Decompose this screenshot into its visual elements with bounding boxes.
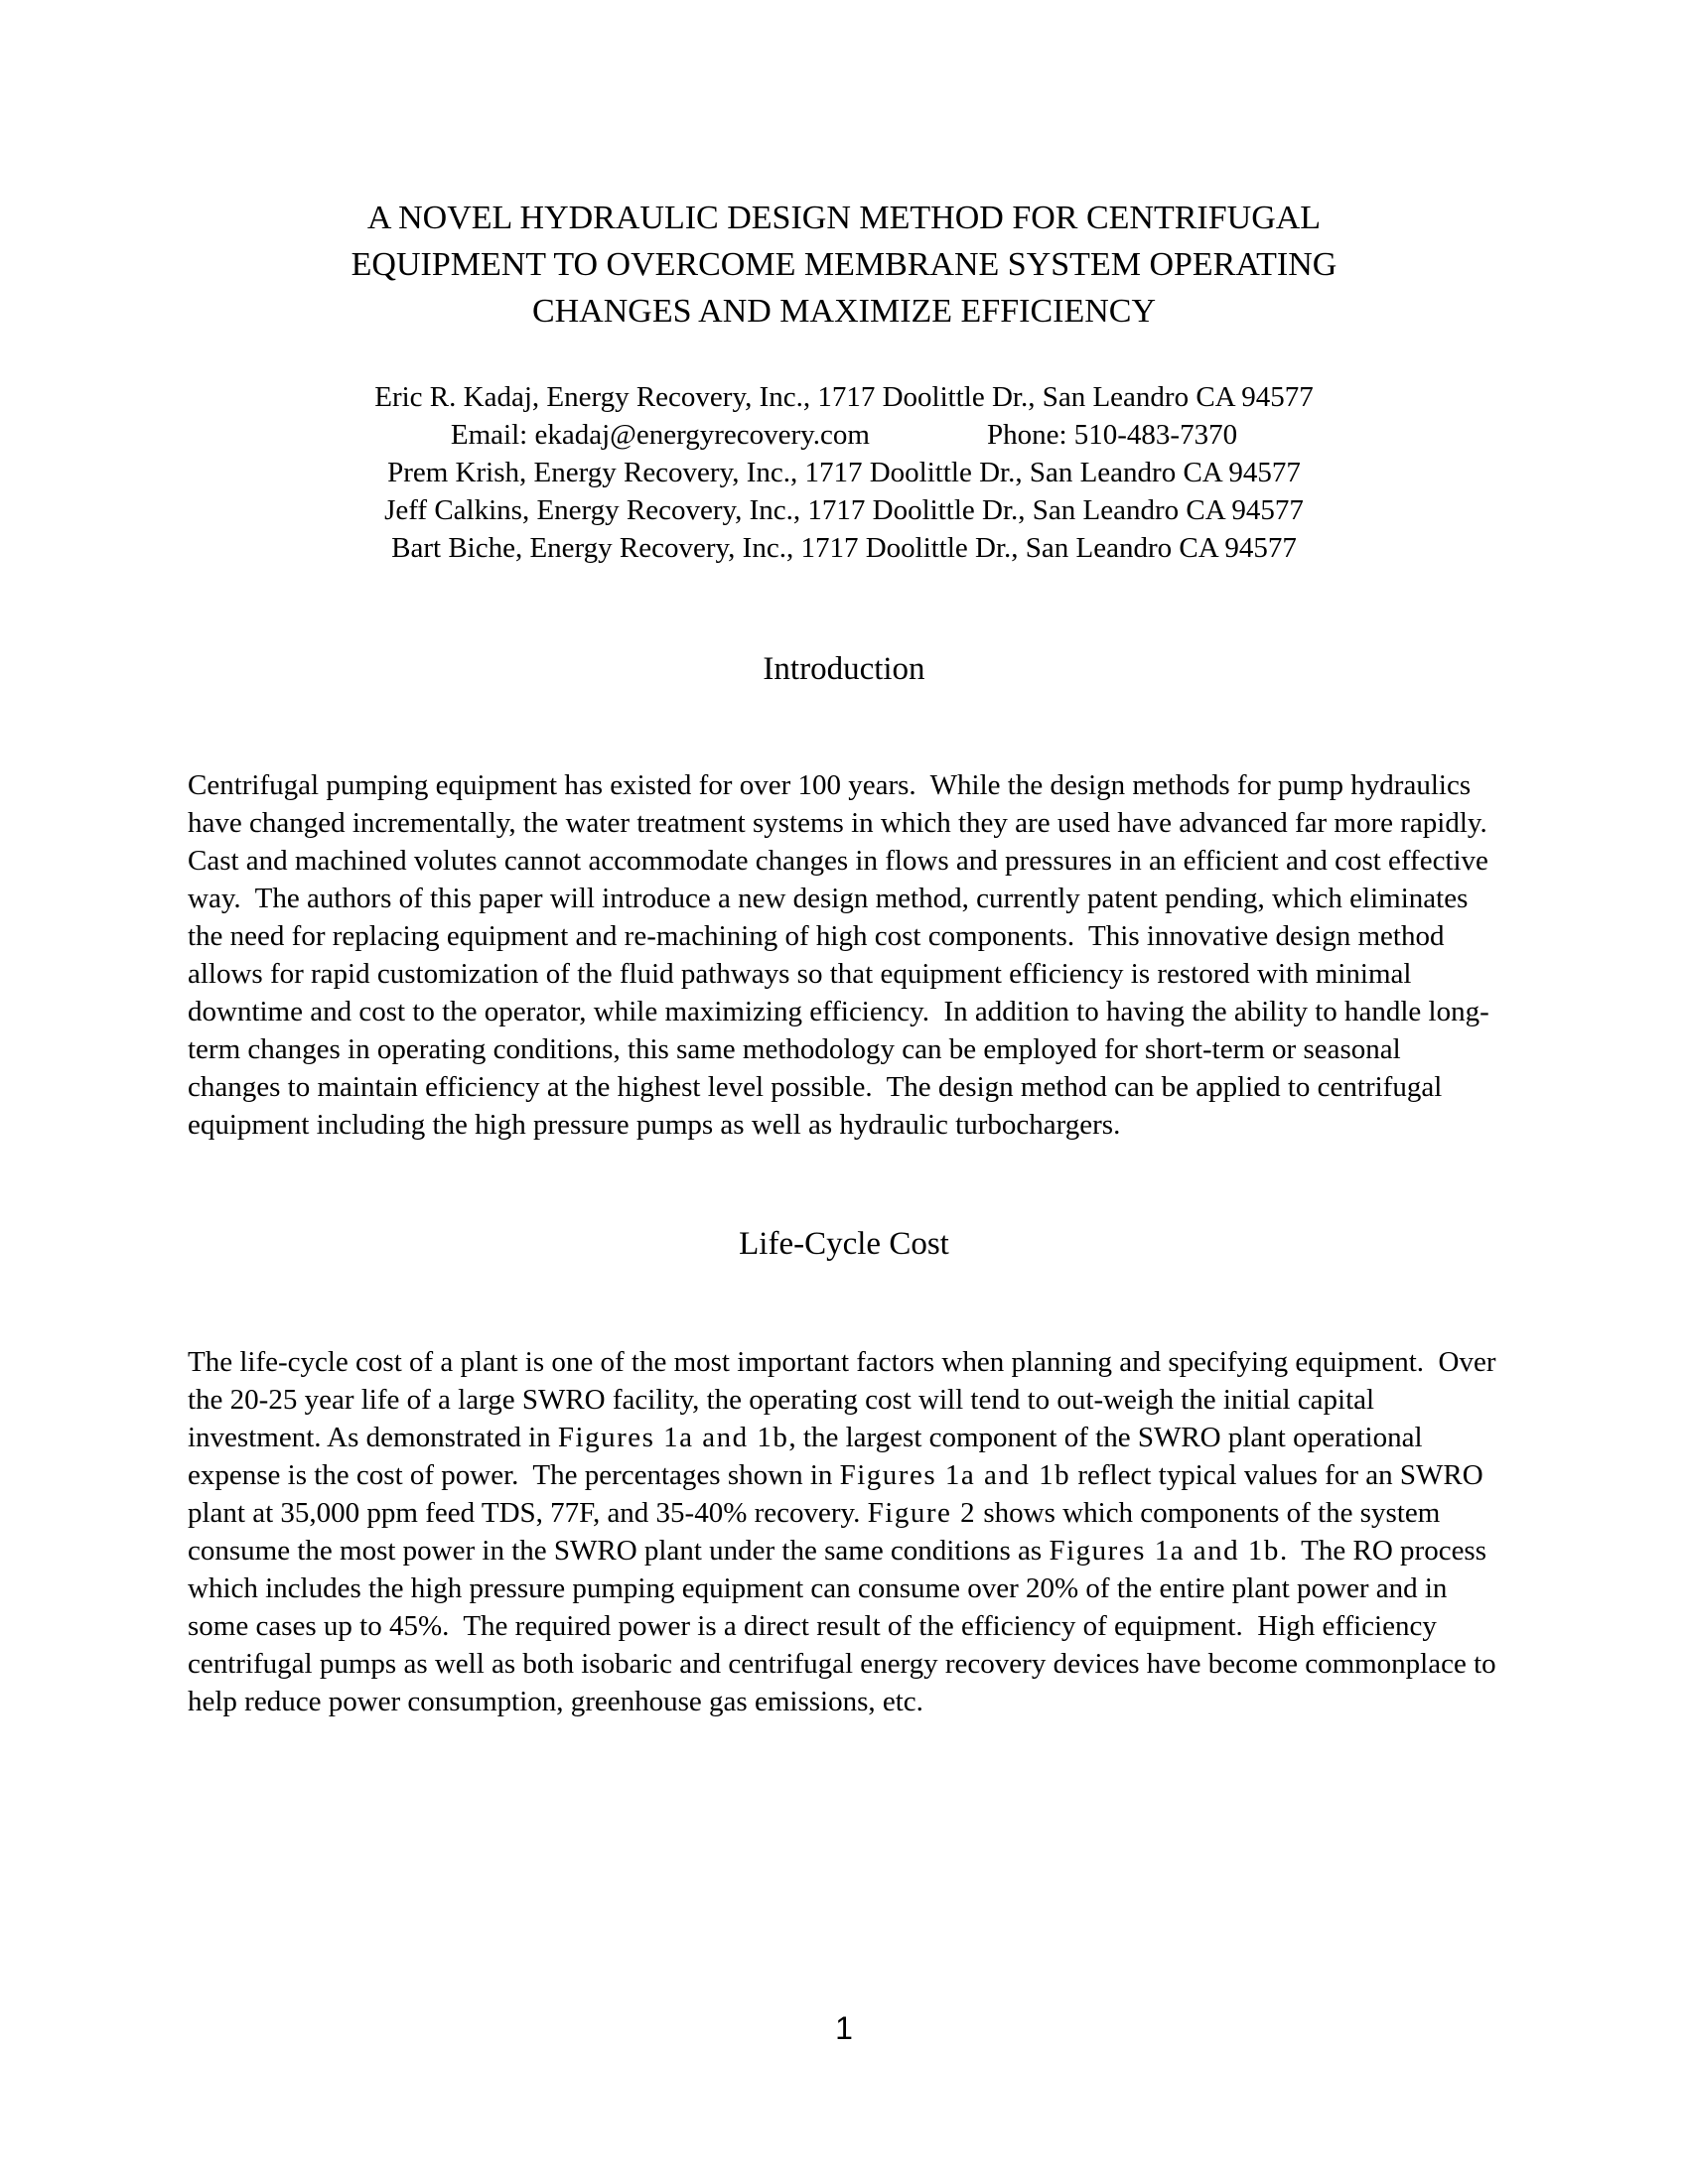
- figure-reference-1a-1b: Figures 1a and 1b: [557, 1422, 789, 1453]
- paragraph-text: . The RO process which includes the high pressure pumping equipment can consume over 20% of the entire plant power and in some cases up to 45%. The required power is a direct result of the efficiency of equipment. High efficiency centrifugal pumps as well as both isobaric and centrifugal energy recovery devices have become commonplace to help reduce power consumption, greenhouse gas emissions, etc.: [188, 1535, 1503, 1717]
- section-heading-introduction: Introduction: [763, 651, 925, 687]
- paragraph-text: reflect typical values for an SWRO plant at 35,000 ppm feed TDS, 77F, and 35-40% recovery.: [188, 1459, 1490, 1529]
- page-content: [188, 0, 1503, 1720]
- author-line-eric: Eric R. Kadaj, Energy Recovery, Inc., 1717 Doolittle Dr., San Leandro CA 94577: [374, 381, 1314, 413]
- figure-reference-1a-1b: Figures 1a and 1b: [1049, 1535, 1280, 1567]
- author-phone: Phone: 510-483-7370: [986, 419, 1238, 451]
- section-heading-life-cycle-cost: Life-Cycle Cost: [739, 1226, 949, 1262]
- life-cycle-cost-paragraph: [188, 1343, 1503, 1720]
- introduction-paragraph: Centrifugal pumping equipment has existed for over 100 years. While the design methods for pump hydraulics have changed incrementally, the water treatment systems in which they are used have advanced far more rapidly. Cast and machined volutes cannot accommodate changes in flows and pressures in an efficient and cost effective way. The authors of this paper will introduce a new design method, currently patent pending, which eliminates the need for replacing equipment and re-machining of high cost components. This innovative design method allows for rapid customization of the fluid pathways so that equipment efficiency is restored with minimal downtime and cost to the operator, while maximizing efficiency. In addition to having the ability to handle long-term changes in operating conditions, this same methodology can be employed for short-term or seasonal changes to maintain efficiency at the highest level possible. The design method can be applied to centrifugal equipment including the high pressure pumps as well as hydraulic turbochargers.: [188, 769, 1502, 1141]
- paragraph-text: , the largest component of the SWRO plant operational expense is the cost of power. The percentages shown in: [188, 1422, 1430, 1491]
- figure-reference-2: Figure 2: [867, 1497, 977, 1529]
- author-line-bart: Bart Biche, Energy Recovery, Inc., 1717 Doolittle Dr., San Leandro CA 94577: [391, 532, 1297, 564]
- author-block: [188, 378, 1500, 567]
- paragraph-text: The life-cycle cost of a plant is one of the most important factors when planning and specifying equipment. Over the 20-25 year life of a large SWRO facility, the operating cost will tend to out-weigh the initial capital investment. As demonstrated in: [188, 1346, 1503, 1453]
- paper-title-line-2: EQUIPMENT TO OVERCOME MEMBRANE SYSTEM OPERATING: [351, 246, 1337, 283]
- page-number: 1: [835, 2010, 853, 2046]
- author-line-prem: Prem Krish, Energy Recovery, Inc., 1717 Doolittle Dr., San Leandro CA 94577: [387, 457, 1301, 488]
- paragraph-text: shows which components of the system consume the most power in the SWRO plant under the same conditions as: [188, 1497, 1448, 1567]
- paper-title: [188, 0, 1500, 335]
- paper-title-line-1: A NOVEL HYDRAULIC DESIGN METHOD FOR CENTRIFUGAL: [366, 200, 1322, 236]
- author-line-jeff: Jeff Calkins, Energy Recovery, Inc., 1717 Doolittle Dr., San Leandro CA 94577: [384, 494, 1304, 526]
- author-contact-line: [188, 416, 1500, 454]
- figure-reference-1a-1b: Figures 1a and 1b: [839, 1459, 1071, 1491]
- paper-title-line-3: CHANGES AND MAXIMIZE EFFICIENCY: [531, 293, 1157, 330]
- author-email: Email: ekadaj@energyrecovery.com: [450, 419, 870, 451]
